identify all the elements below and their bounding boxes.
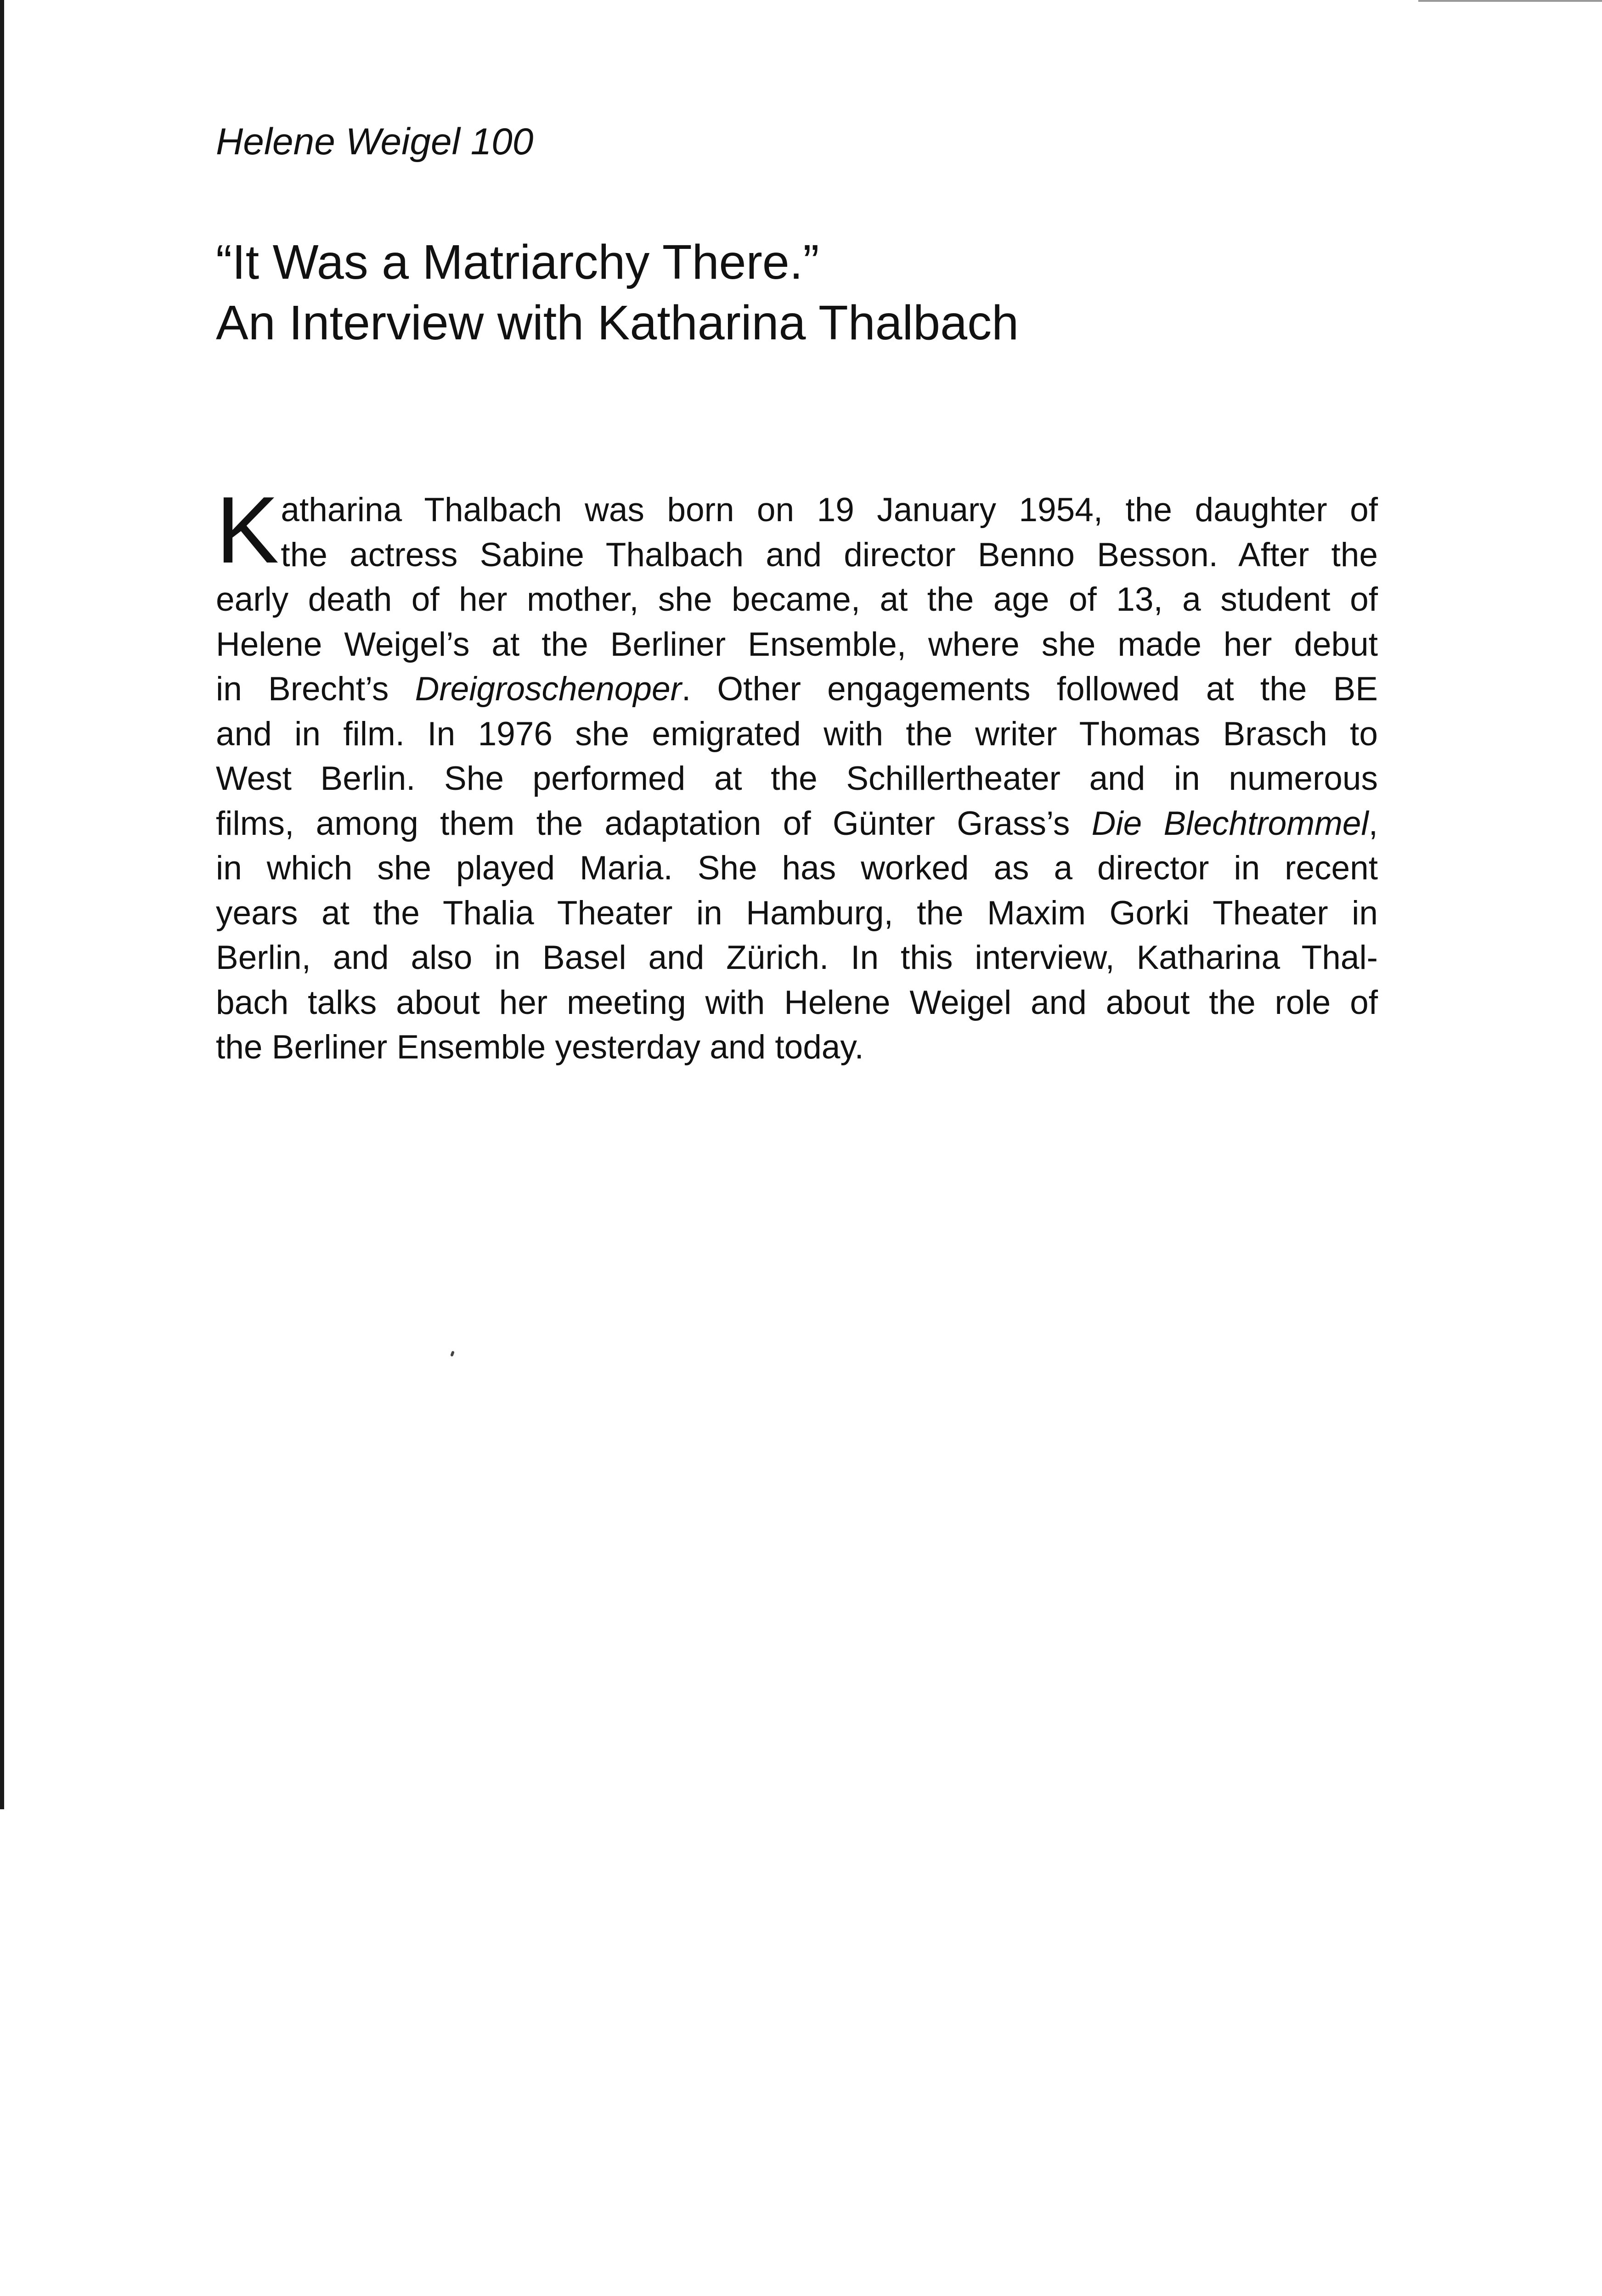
running-head: Helene Weigel 100 [216, 121, 534, 163]
intro-line-8-post: , [1368, 805, 1378, 842]
intro-line-7: West Berlin. She performed at the Schillertheater and in numerous [216, 760, 1378, 797]
intro-line-5-post: . Other engagements followed at the BE [681, 670, 1378, 708]
intro-line-6: and in film. In 1976 she emigrated with the writer Thomas Brasch to [216, 715, 1378, 753]
scan-edge-left [0, 0, 4, 1809]
intro-line-1: atharina Thalbach was born on 19 January 1954, the daughter of [281, 491, 1378, 529]
intro-line-8-pre: films, among them the adaptation of Günter Grass’s [216, 805, 1092, 842]
intro-line-9: in which she played Maria. She has worked as a director in recent [216, 850, 1378, 887]
intro-line-5 [216, 667, 1378, 712]
intro-line-8 [216, 801, 1378, 846]
scan-edge-top [1418, 0, 1602, 2]
intro-line-5-pre: in Brecht’s [216, 670, 415, 708]
drop-cap: K [216, 477, 279, 583]
scan-speck [450, 1351, 455, 1356]
intro-line-12: bach talks about her meeting with Helene Weigel and about the role of [216, 984, 1378, 1021]
article-title-line-1: “It Was a Matriarchy There.” [216, 235, 819, 289]
work-title-dreigroschenoper: Dreigroschenoper [415, 670, 682, 708]
work-title-die-blechtrommel: Die Blechtrommel [1091, 805, 1369, 842]
intro-line-3: early death of her mother, she became, at the age of 13, a student of [216, 581, 1378, 618]
article-title-line-2: An Interview with Katharina Thalbach [216, 296, 1019, 350]
intro-line-4: Helene Weigel’s at the Berliner Ensemble, where she made her debut [216, 625, 1378, 663]
intro-paragraph [216, 477, 1378, 1070]
intro-line-11: Berlin, and also in Basel and Zürich. In this interview, Katharina Thal- [216, 939, 1378, 976]
intro-line-2: the actress Sabine Thalbach and director Benno Besson. After the [281, 536, 1378, 574]
intro-line-10: years at the Thalia Theater in Hamburg, the Maxim Gorki Theater in [216, 894, 1378, 932]
article-title [216, 232, 1392, 353]
intro-line-13: the Berliner Ensemble yesterday and today. [216, 1029, 864, 1066]
